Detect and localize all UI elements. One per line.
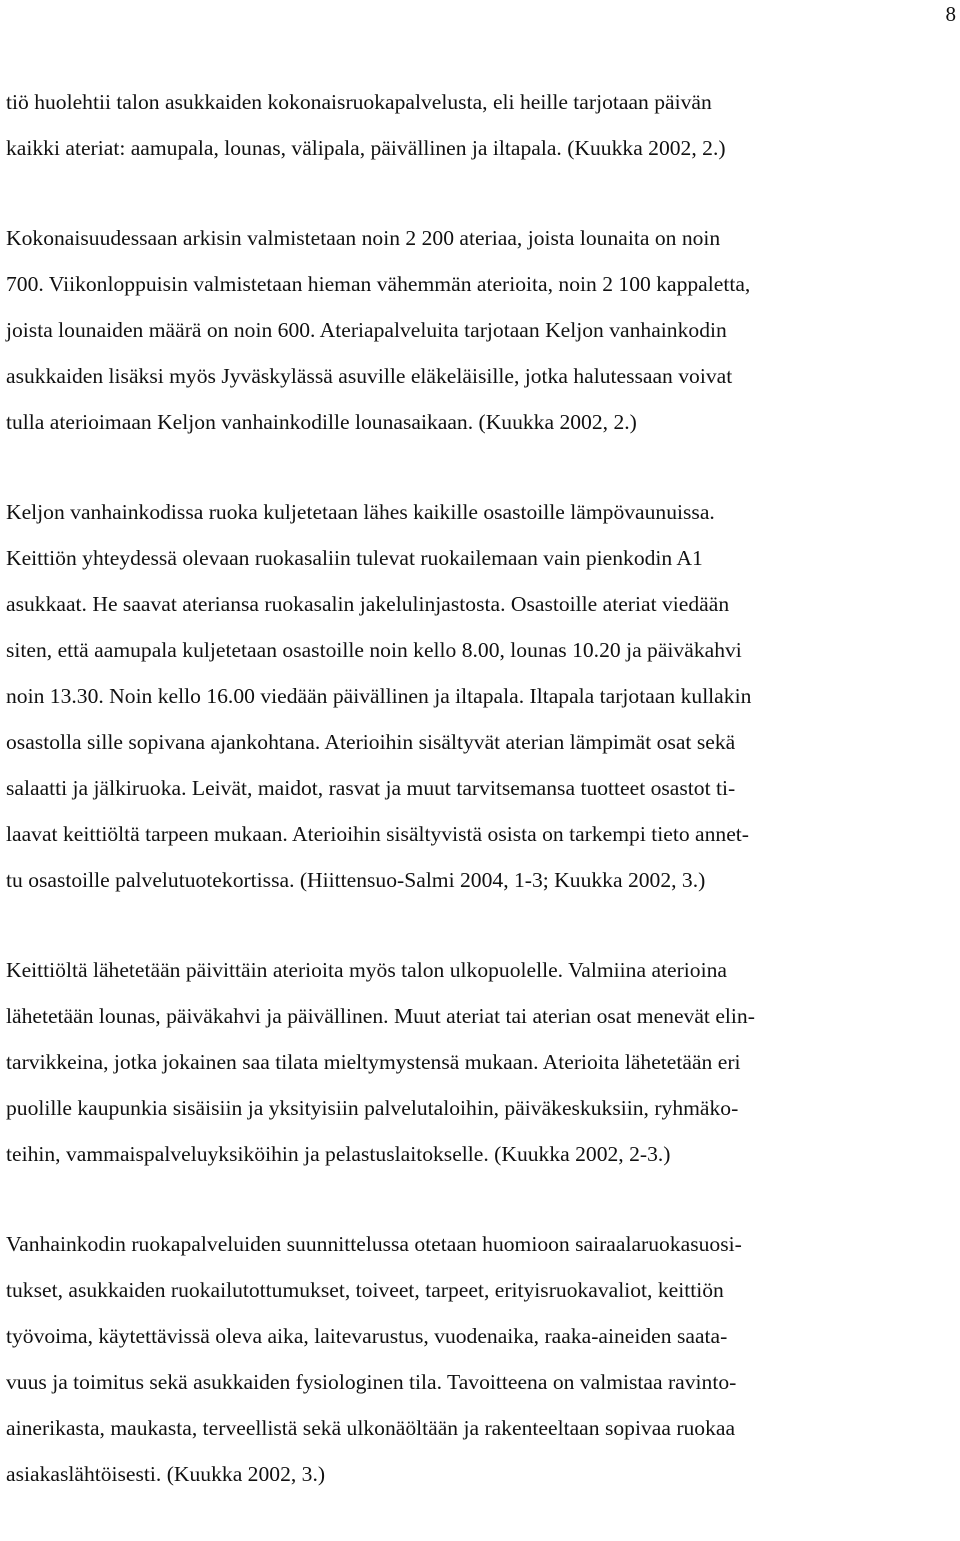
text-line: lähetetään lounas, päiväkahvi ja päivällinen. Muut ateriat tai aterian osat menevät elin- — [6, 1004, 755, 1028]
text-line: noin 13.30. Noin kello 16.00 viedään päivällinen ja iltapala. Iltapala tarjotaan kullakin — [6, 684, 752, 708]
text-line: asukkaiden lisäksi myös Jyväskylässä asuville eläkeläisille, jotka halutessaan voivat — [6, 364, 733, 388]
text-line: salaatti ja jälkiruoka. Leivät, maidot, rasvat ja muut tarvitsemansa tuotteet osastot ti- — [6, 776, 736, 800]
text-line: puolille kaupunkia sisäisiin ja yksityisiin palvelutaloihin, päiväkeskuksiin, ryhmäko- — [6, 1096, 739, 1120]
text-line: Keittiön yhteydessä olevaan ruokasaliin tulevat ruokailemaan vain pienkodin A1 — [6, 546, 703, 570]
text-line: siten, että aamupala kuljetetaan osastoille noin kello 8.00, lounas 10.20 ja päiväkahvi — [6, 638, 742, 662]
text-line: tarvikkeina, jotka jokainen saa tilata mieltymystensä mukaan. Aterioita lähetetään eri — [6, 1050, 741, 1074]
text-line: laavat keittiöltä tarpeen mukaan. Aterioihin sisältyvistä osista on tarkempi tieto annet- — [6, 822, 749, 846]
text-line: tulla aterioimaan Keljon vanhainkodille lounasaikaan. (Kuukka 2002, 2.) — [6, 410, 637, 434]
text-line: joista lounaiden määrä on noin 600. Ateriapalveluita tarjotaan Keljon vanhainkodin — [6, 318, 727, 342]
text-line: asukkaat. He saavat ateriansa ruokasalin jakelulinjastosta. Osastoille ateriat viedään — [6, 592, 730, 616]
text-line: tu osastoille palvelutuotekortissa. (Hiittensuo-Salmi 2004, 1-3; Kuukka 2002, 3.) — [6, 868, 706, 892]
text-line: tiö huolehtii talon asukkaiden kokonaisruokapalvelusta, eli heille tarjotaan päivän — [6, 90, 712, 114]
document-body — [6, 79, 952, 1541]
paragraph — [6, 947, 952, 1177]
text-line: ainerikasta, maukasta, terveellistä sekä ulkonäöltään ja rakenteeltaan sopivaa ruokaa — [6, 1416, 736, 1440]
paragraph — [6, 215, 952, 445]
text-line: Keljon vanhainkodissa ruoka kuljetetaan lähes kaikille osastoille lämpövaunuissa. — [6, 500, 715, 524]
text-line: Keittiöltä lähetetään päivittäin aterioita myös talon ulkopuolelle. Valmiina aterioina — [6, 958, 727, 982]
paragraph — [6, 79, 952, 171]
paragraph — [6, 489, 952, 903]
text-line: tukset, asukkaiden ruokailutottumukset, toiveet, tarpeet, erityisruokavaliot, keittiön — [6, 1278, 724, 1302]
text-line: kaikki ateriat: aamupala, lounas, välipala, päivällinen ja iltapala. (Kuukka 2002, 2.) — [6, 136, 726, 160]
text-line: asiakaslähtöisesti. (Kuukka 2002, 3.) — [6, 1462, 326, 1486]
text-line: teihin, vammaispalveluyksiköihin ja pelastuslaitokselle. (Kuukka 2002, 2-3.) — [6, 1142, 671, 1166]
text-line: 700. Viikonloppuisin valmistetaan hieman vähemmän aterioita, noin 2 100 kappaletta, — [6, 272, 751, 296]
text-line: osastolla sille sopivana ajankohtana. Aterioihin sisältyvät aterian lämpimät osat sekä — [6, 730, 736, 754]
paragraph — [6, 1221, 952, 1497]
page-number: 8 — [945, 2, 956, 26]
text-line: Kokonaisuudessaan arkisin valmistetaan noin 2 200 ateriaa, joista lounaita on noin — [6, 226, 721, 250]
text-line: vuus ja toimitus sekä asukkaiden fysiologinen tila. Tavoitteena on valmistaa ravinto- — [6, 1370, 737, 1394]
text-line: työvoima, käytettävissä oleva aika, laitevarustus, vuodenaika, raaka-aineiden saata- — [6, 1324, 728, 1348]
text-line: Vanhainkodin ruokapalveluiden suunnittelussa otetaan huomioon sairaalaruokasuosi- — [6, 1232, 742, 1256]
